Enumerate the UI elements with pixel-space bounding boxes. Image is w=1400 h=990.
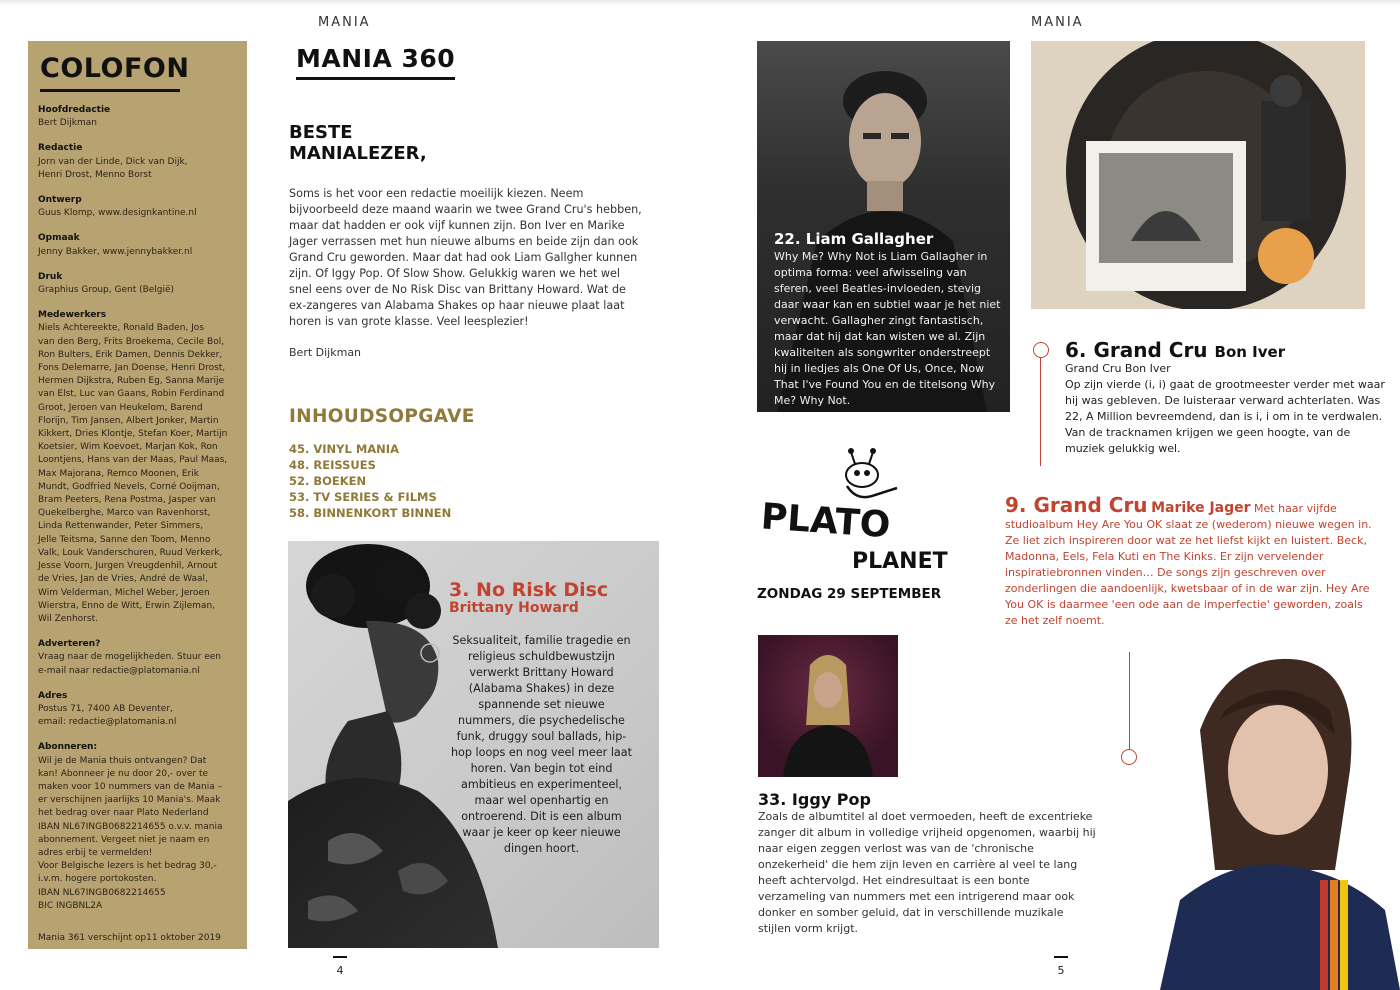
plato-planet-graphic	[757, 440, 962, 575]
greeting-line: BESTE	[289, 122, 353, 143]
colofon-section-body: Jenny Bakker, www.jennybakker.nl	[38, 246, 193, 257]
editorial-signature: Bert Dijkman	[289, 346, 362, 359]
right-running-header: MANIA	[1031, 15, 1084, 30]
editorial-text: Soms is het voor een redactie moeilijk kiezen. Neem bijvoorbeeld deze maand waarin we twee Grand Cru's hebben, maar dat hadden er ook vijf kunnen zijn. Bon Iver en Marike Jager verrassen met hun nieuwe albums en beide zijn dan ook Grand Cru geworden. Maar dat had ook Liam Gallgher kunnen zijn. Of Iggy Pop. Of Slow Show. Gelukkig waren we het wel snel eens over de No Risk Disc van Brittany Howard. Wat de ex-zangeres van Alabama Shakes op haar nieuwe plaat laat horen is van grote klasse. Veel leesplezier!	[289, 187, 642, 328]
colofon-section	[38, 194, 237, 220]
plato-logo-word: PLATO	[759, 496, 892, 547]
marike-jager-portrait	[1160, 640, 1400, 990]
page-number-left: 4	[330, 964, 350, 977]
iggy-pop-review: Zoals de albumtitel al doet vermoeden, heeft de excentrieke zanger dit album in volledige vrijheid opgenomen, waarbij hij naar eigen zeggen verlost was van de 'chronische onzekerheid' die hem zijn leven en carrière al veel te lang heeft achtervolgd. Het eindresultaat is een bonte verzameling van nummers met een intrigerend maar ook donker en somber geluid, dat in verschillende muzikale stijlen vorm krijgt.	[758, 810, 1096, 935]
colofon-section-body: Guus Klomp, www.designkantine.nl	[38, 208, 197, 219]
colofon-section-head: Hoofdredactie	[38, 105, 111, 115]
colofon-section-head: Druk	[38, 271, 63, 282]
colofon-section	[38, 271, 237, 297]
bon-iver-number-title: 6. Grand Cru	[1065, 338, 1208, 362]
page-title: MANIA 360	[296, 44, 455, 80]
colofon-title: COLOFON	[40, 53, 180, 92]
iggy-pop-heading: 33. Iggy Pop	[758, 790, 871, 809]
plato-planet-date: ZONDAG 29 SEPTEMBER	[757, 586, 942, 602]
toc-title: INHOUDSOPGAVE	[289, 406, 475, 427]
left-running-header: MANIA	[318, 15, 371, 30]
marike-jager-marker	[1121, 749, 1137, 765]
bon-iver-album-photo	[1031, 41, 1365, 309]
colofon-section-head: Opmaak	[38, 233, 80, 244]
colofon-section-body: Wil je de Mania thuis ontvangen? Dat kan! Abonneer je nu door 20,- over te maken voor 10 nummers van de Mania – er verschijnen jaarlijks 10 Mania's. Maak het bedrag over naar Plato Nederland IBAN NL67INGB0682214655 o.v.v. mania abonnement. Vergeet niet je naam en adres erbij te vermelden! Voor Belgische lezers is het bedrag 30,- i.v.m. hogere portokosten. IBAN NL67INGB0682214655 BIC INGBNL2A	[38, 755, 223, 911]
page-top-shadow	[0, 0, 1400, 6]
marike-jager-number-title: 9. Grand Cru	[1005, 493, 1148, 517]
colofon-panel	[28, 41, 247, 949]
marike-jager-review: Met haar vijfde studioalbum Hey Are You OK slaat ze (wederom) nieuwe wegen in. Ze liet zich inspireren door wat ze het liefst kijkt en luistert. Beck, Madonna, Eels, Fela Kuti en The Kinks. Er zijn vervelender inspiratiebronnen vinden… De songs zijn geschreven over zonderlingen die aandoenlijk, kwetsbaar of in de war zijn. Hey Are You OK is daarmee 'een ode aan de imperfectie' geworden, zoals ze het zelf noemt.	[1005, 502, 1372, 627]
bon-iver-artwork	[1031, 41, 1365, 309]
colofon-section	[38, 741, 237, 913]
marike-jager-artist: Marike Jager	[1151, 500, 1251, 516]
bon-iver-connector-line	[1040, 358, 1041, 466]
colofon-section-body: Bert Dijkman	[38, 118, 97, 129]
liam-gallagher-review: Why Me? Why Not is Liam Gallagher in optima forma: veel afwisseling van sferen, veel Beatles-invloeden, stevig daar waar kan en subtiel waar je het niet verwacht. Gallagher zingt fantastisch, maar dat hij dat kan wisten we al. Zijn kwaliteiten als songwriter onderstreept hij in liedjes als One Of Us, Once, Now That I've Found You en de titelsong Why Me? Why Not.	[774, 250, 1001, 407]
colofon-section	[38, 232, 237, 258]
colofon-section	[38, 690, 237, 730]
colofon-section-head: Redactie	[38, 143, 83, 154]
no-risk-disc-artist: Brittany Howard	[449, 600, 579, 616]
colofon-section	[38, 638, 237, 678]
toc-list	[289, 441, 451, 521]
colofon-section-head: Abonneren:	[38, 742, 98, 753]
no-risk-disc-heading: 3. No Risk Disc	[449, 579, 609, 601]
colofon-section-head: Adverteren?	[38, 639, 101, 650]
marike-jager-review-block	[1005, 493, 1375, 629]
colofon-section-head: Ontwerp	[38, 195, 82, 206]
toc-item[interactable]: 45. VINYL MANIA	[289, 442, 399, 456]
iggy-pop-photo	[758, 635, 898, 777]
colofon-section	[38, 309, 237, 626]
colofon-section-body: Jorn van der Linde, Dick van Dijk, Henri Drost, Menno Borst	[38, 156, 188, 180]
greeting-heading	[289, 122, 489, 164]
colofon-section-body: Niels Achtereekte, Ronald Baden, Jos van den Berg, Frits Broekema, Cecile Bol, Ron Bulters, Erik Damen, Dennis Dekker, Fons Delemarre, Jan Doense, Henri Drost, Hermen Dijkstra, Ruben Eg, Sanna Marije van Elst, Luc van Gaans, Robin Ferdinand Groot, Jeroen van Heukelom, Barend Florijn, Tim Jansen, Albert Jonker, Martin Kikkert, Dries Klontje, Stefan Koer, Martijn Koetsier, Wim Koevoet, Marjan Kok, Ron Loontjens, Hans van der Maas, Paul Maas, Max Majorana, Remco Moonen, Erik Mundt, Godfried Nevels, Corné Ooijman, Bram Peeters, Rena Postma, Jasper van Quekelberghe, Marco van Ravenhorst, Linda Rettenwander, Peter Simmers, Jelle Teitsma, Sanne den Toom, Menno Valk, Louk Vanderschuren, Ruud Verkerk, Jesse Voorn, Jurgen Vreugdenhil, Arnout de Vries, Jan de Vries, André de Waal, Wim Velderman, Michel Weber, Jeroen Wierstra, Enno de Witt, Erwin Zijleman, Wil Zenhorst.	[38, 323, 228, 624]
bon-iver-artist: Bon Iver	[1214, 343, 1286, 361]
colofon-section-head: Adres	[38, 690, 68, 701]
colofon-section-head: Medewerkers	[38, 310, 107, 321]
marike-jager-connector-line	[1129, 652, 1130, 750]
bon-iver-subtitle: Grand Cru Bon Iver	[1065, 362, 1171, 375]
marike-jager-photo	[1160, 640, 1400, 990]
iggy-pop-portrait	[758, 635, 898, 777]
toc-item[interactable]: 48. REISSUES	[289, 458, 376, 472]
plato-planet-logo	[757, 440, 962, 575]
no-risk-disc-review: Seksualiteit, familie tragedie en religieus schuldbewustzijn verwerkt Brittany Howard (Alabama Shakes) in deze spannende set nieuwe nummers, die psychedelische funk, druggy soul ballads, hip-hop loops en nog veel meer laat horen. Van begin tot eind ambitieus en experimenteel, maar wel openhartig en ontroerend. Dit is een album waar je keer op keer nieuwe dingen hoort.	[450, 634, 633, 855]
bon-iver-heading	[1065, 338, 1285, 362]
toc-item[interactable]: 53. TV SERIES & FILMS	[289, 490, 437, 504]
colofon-section	[38, 142, 237, 182]
toc-item[interactable]: 52. BOEKEN	[289, 474, 367, 488]
liam-gallagher-heading: 22. Liam Gallagher	[774, 230, 934, 248]
greeting-line: MANIALEZER,	[289, 143, 427, 164]
bon-iver-marker	[1033, 342, 1049, 358]
toc-item[interactable]: 58. BINNENKORT BINNEN	[289, 506, 452, 520]
planet-logo-word: PLANET	[852, 549, 948, 574]
colofon-section-body: Postus 71, 7400 AB Deventer, email: redactie@platomania.nl	[38, 703, 177, 728]
colofon-next-issue: Mania 361 verschijnt op11 oktober 2019	[38, 933, 221, 943]
colofon-section	[38, 104, 237, 130]
colofon-section-body: Vraag naar de mogelijkheden. Stuur een e-mail naar redactie@platomania.nl	[38, 652, 222, 676]
bon-iver-review: Op zijn vierde (i, i) gaat de grootmeester verder met waar hij was gebleven. De luisteraar verward achterlaten. Was 22, A Million bevreemdend, dan is i, i om in te verdwalen. Van de tracknamen krijgen we geen hoogte, van de muziek gelukkig wel.	[1065, 378, 1385, 455]
page-number-right: 5	[1051, 964, 1071, 977]
colofon-section-body: Graphius Group, Gent (België)	[38, 285, 175, 296]
